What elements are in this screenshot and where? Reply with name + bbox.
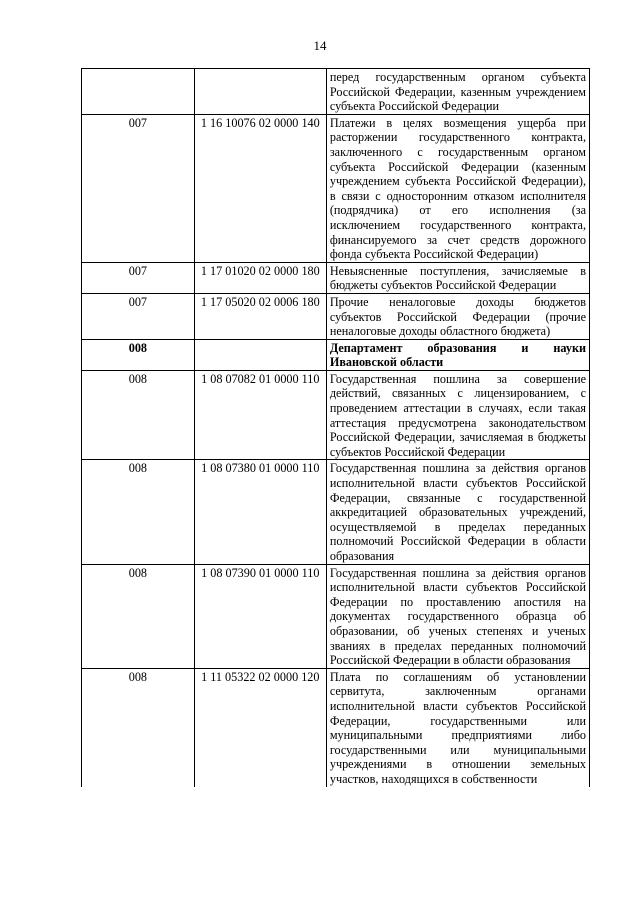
- revenue-codes-table: [81, 68, 590, 787]
- budget-code-cell: 1 11 05322 02 0000 120: [194, 668, 326, 786]
- section-header-row: [82, 339, 590, 370]
- budget-code-cell: 1 17 01020 02 0000 180: [194, 262, 326, 293]
- table-row: [82, 460, 590, 564]
- budget-code-cell: 1 08 07380 01 0000 110: [194, 460, 326, 564]
- admin-code-cell: [82, 69, 195, 115]
- description-cell: Невыясненные поступления, зачисляемые в бюджеты субъектов Российской Федерации: [326, 262, 589, 293]
- budget-code-cell: [194, 69, 326, 115]
- table-row: [82, 564, 590, 668]
- admin-code-cell: 007: [82, 114, 195, 262]
- budget-code-cell: 1 17 05020 02 0006 180: [194, 293, 326, 339]
- budget-code-cell: 1 16 10076 02 0000 140: [194, 114, 326, 262]
- description-cell: Государственная пошлина за действия органов исполнительной власти субъектов Российской Федерации, связанные с государственной аккредитацией образовательных учреждений, осуществляемой в пределах переданных полномочий Российской Федерации в области образования: [326, 460, 589, 564]
- table-row: [82, 370, 590, 460]
- admin-code-cell: 007: [82, 293, 195, 339]
- table-row: [82, 114, 590, 262]
- admin-code-cell: 008: [82, 460, 195, 564]
- description-cell: Прочие неналоговые доходы бюджетов субъектов Российской Федерации (прочие неналоговые доходы областного бюджета): [326, 293, 589, 339]
- admin-code-cell: 008: [82, 370, 195, 460]
- page-number: 14: [313, 38, 327, 53]
- budget-code-cell: 1 08 07390 01 0000 110: [194, 564, 326, 668]
- description-cell: Платежи в целях возмещения ущерба при расторжении государственного контракта, заключенного с государственным органом субъекта Российской Федерации (казенным учреждением субъекта Российской Федерации), в связи с односторонним отказом исполнителя (подрядчика) от его исполнения (за исключением государственного контракта, финансируемого за счет средств дорожного фонда субъекта Российской Федерации): [326, 114, 589, 262]
- description-cell: Плата по соглашениям об установлении сервитута, заключенным органами исполнительной власти субъектов Российской Федерации, государственными или муниципальными предприятиями либо государственными или муниципальными учреждениями в отношении земельных участков, находящихся в собственности: [326, 668, 589, 786]
- admin-code-cell: 007: [82, 262, 195, 293]
- budget-code-cell: 1 08 07082 01 0000 110: [194, 370, 326, 460]
- admin-code-cell: 008: [82, 339, 195, 370]
- table-row: [82, 69, 590, 115]
- budget-code-cell: [194, 339, 326, 370]
- table-row: [82, 668, 590, 786]
- description-cell: перед государственным органом субъекта Российской Федерации, казенным учреждением субъекта Российской Федерации: [326, 69, 589, 115]
- description-cell: Государственная пошлина за действия органов исполнительной власти субъектов Российской Федерации по проставлению апостиля на документах государственного образца об образовании, об ученых степенях и ученых званиях в пределах переданных полномочий Российской Федерации в области образования: [326, 564, 589, 668]
- admin-code-cell: 008: [82, 564, 195, 668]
- table-row: [82, 293, 590, 339]
- section-title: Департамент образования и науки Ивановской области: [326, 339, 589, 370]
- description-cell: Государственная пошлина за совершение действий, связанных с лицензированием, с проведением аттестации в случаях, если такая аттестация предусмотрена законодательством Российской Федерации, зачисляемая в бюджеты субъектов Российской Федерации: [326, 370, 589, 460]
- table-row: [82, 262, 590, 293]
- admin-code-cell: 008: [82, 668, 195, 786]
